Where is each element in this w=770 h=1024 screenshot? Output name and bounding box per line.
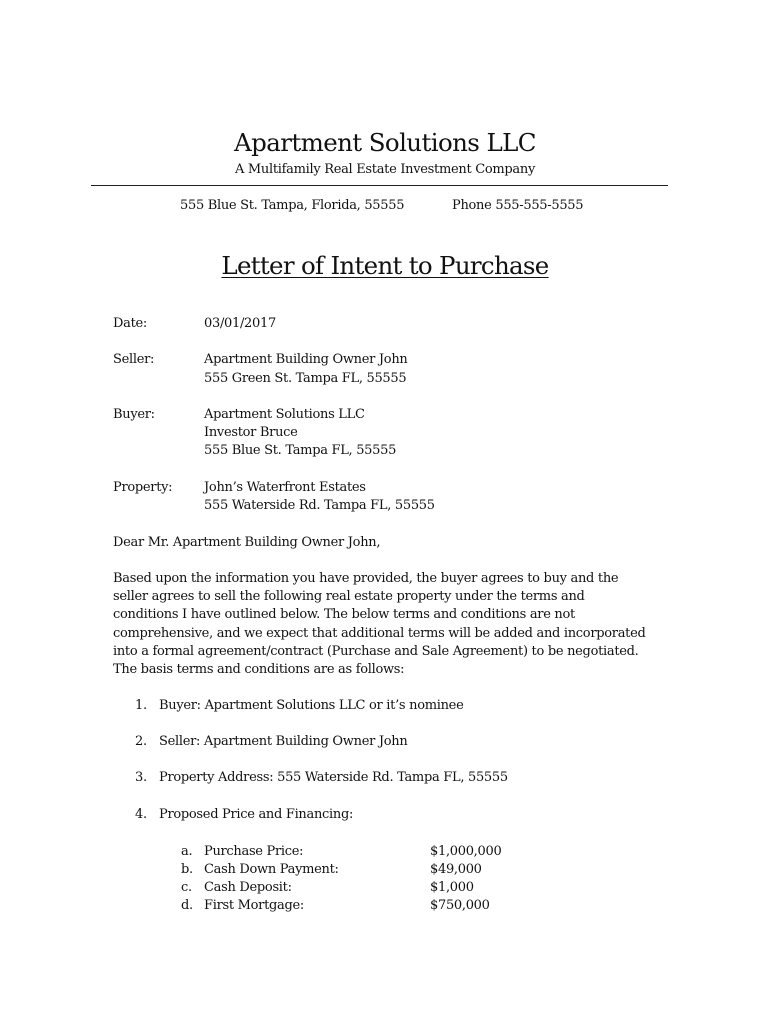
- body-line: seller agrees to sell the following real estate property under the terms and: [113, 589, 585, 605]
- company-phone: Phone 555-555-5555: [452, 198, 584, 213]
- company-address: 555 Blue St. Tampa, Florida, 55555: [180, 198, 405, 213]
- date-label: Date:: [113, 316, 147, 331]
- body-line: comprehensive, and we expect that additional terms will be added and incorporated: [113, 625, 646, 641]
- body-line: Based upon the information you have provided, the buyer agrees to buy and the: [113, 571, 619, 586]
- first-mortgage-value: $750,000: [430, 898, 490, 913]
- greeting: Dear Mr. Apartment Building Owner John,: [113, 535, 381, 550]
- body-paragraph: [113, 570, 673, 679]
- term-number: 4.: [135, 807, 147, 822]
- buyer-contact: Investor Bruce: [204, 425, 298, 440]
- financing-letter: b.: [181, 862, 193, 877]
- seller-name: Apartment Building Owner John: [204, 352, 408, 367]
- seller-label: Seller:: [113, 352, 155, 367]
- property-address: 555 Waterside Rd. Tampa FL, 55555: [204, 498, 435, 513]
- body-line: into a formal agreement/contract (Purchase and Sale Agreement) to be negotiated.: [113, 643, 639, 659]
- cash-down-payment-value: $49,000: [430, 862, 482, 877]
- body-line: The basis terms and conditions are as follows:: [113, 662, 405, 678]
- financing-letter: d.: [181, 898, 193, 913]
- purchase-price-label: Purchase Price:: [204, 844, 304, 859]
- term-number: 2.: [135, 734, 147, 749]
- cash-deposit-label: Cash Deposit:: [204, 880, 292, 895]
- term-number: 1.: [135, 698, 147, 713]
- purchase-price-value: $1,000,000: [430, 844, 502, 859]
- seller-address: 555 Green St. Tampa FL, 55555: [204, 371, 407, 386]
- term-buyer: Buyer: Apartment Solutions LLC or it’s nominee: [159, 698, 464, 713]
- buyer-label: Buyer:: [113, 407, 155, 422]
- term-number: 3.: [135, 770, 147, 785]
- buyer-company: Apartment Solutions LLC: [204, 407, 365, 422]
- buyer-address: 555 Blue St. Tampa FL, 55555: [204, 443, 397, 458]
- document-title: Letter of Intent to Purchase: [221, 251, 549, 280]
- letterhead-divider: [91, 185, 668, 186]
- property-label: Property:: [113, 480, 173, 495]
- term-property-address: Property Address: 555 Waterside Rd. Tampa FL, 55555: [159, 770, 508, 785]
- body-line: conditions I have outlined below. The below terms and conditions are not: [113, 607, 575, 623]
- cash-down-payment-label: Cash Down Payment:: [204, 862, 339, 877]
- date-value: 03/01/2017: [204, 316, 276, 331]
- financing-letter: a.: [181, 844, 193, 859]
- financing-letter: c.: [181, 880, 192, 895]
- term-price-financing: Proposed Price and Financing:: [159, 807, 354, 822]
- term-seller: Seller: Apartment Building Owner John: [159, 734, 408, 749]
- property-name: John’s Waterfront Estates: [204, 480, 366, 495]
- company-name: Apartment Solutions LLC: [234, 128, 536, 157]
- company-tagline: A Multifamily Real Estate Investment Company: [234, 162, 535, 177]
- first-mortgage-label: First Mortgage:: [204, 898, 304, 913]
- cash-deposit-value: $1,000: [430, 880, 474, 895]
